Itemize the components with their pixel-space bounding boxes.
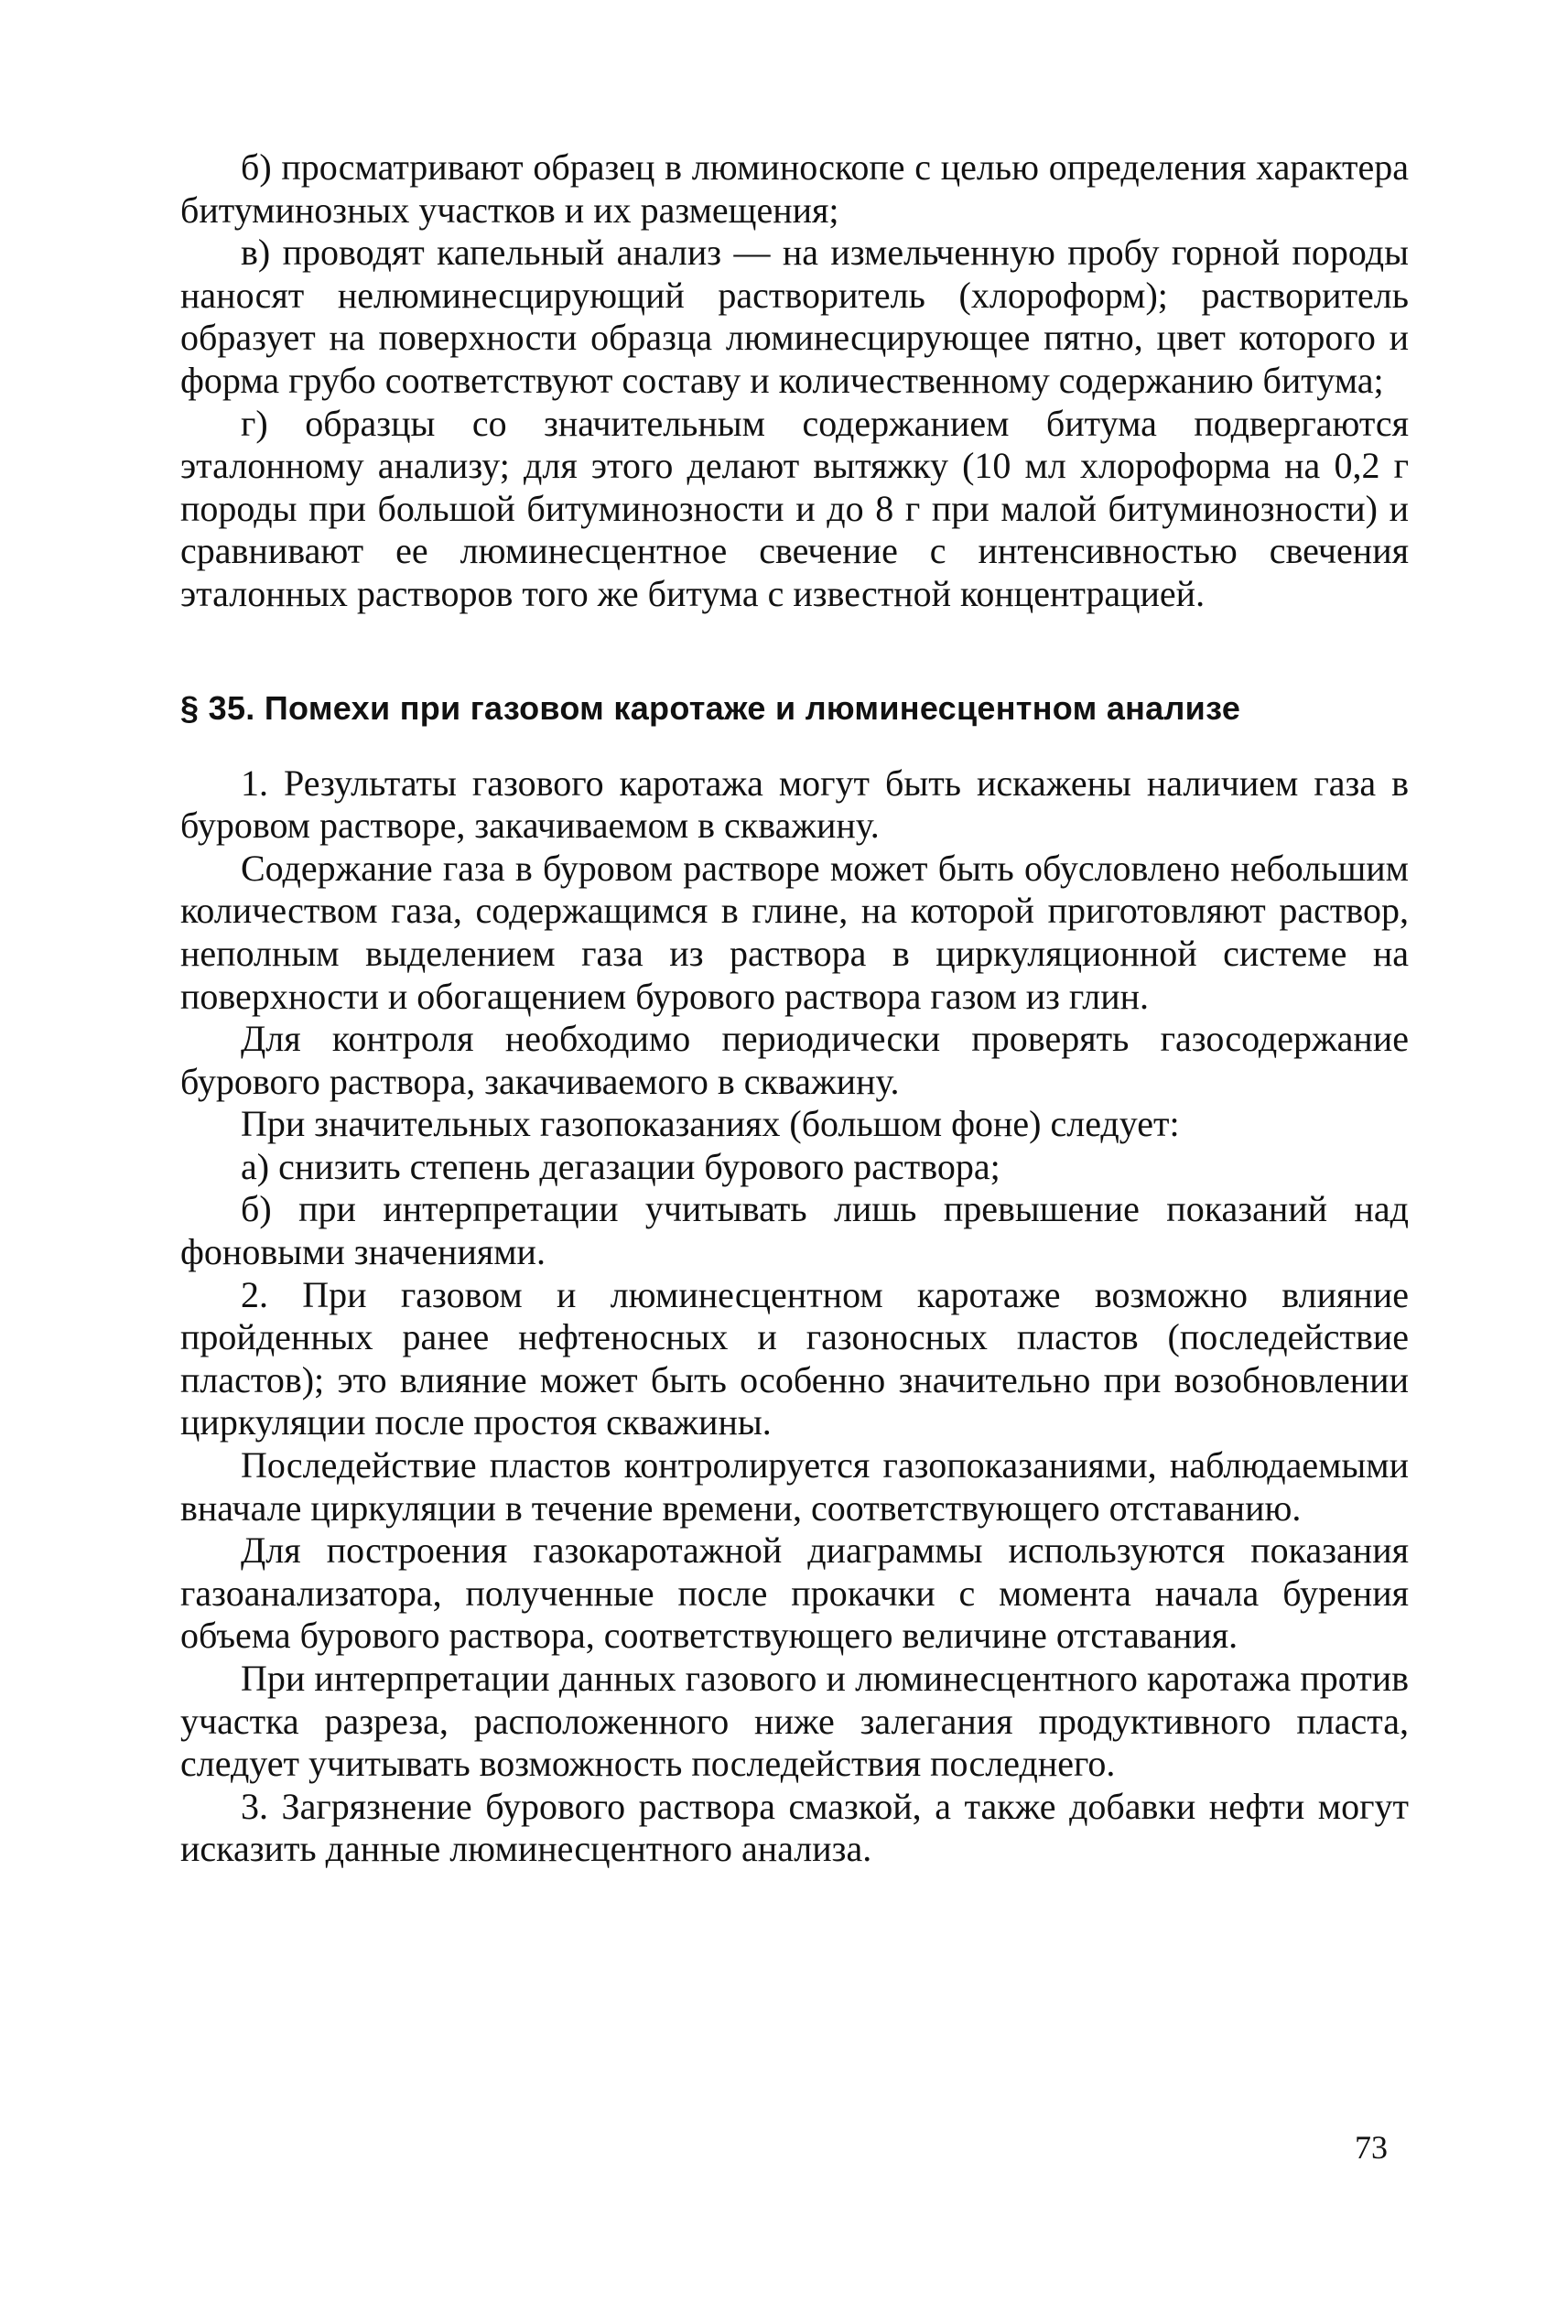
paragraph-point-1: 1. Результаты газового каротажа могут быть искажены наличием газа в буровом растворе, закачиваемом в скважину.: [180, 762, 1409, 847]
paragraph-item-b-interpretation: б) при интерпретации учитывать лишь превышение показаний над фоновыми значениями.: [180, 1188, 1409, 1273]
paragraph-point-3: 3. Загрязнение бурового раствора смазкой, а также добавки нефти могут исказить данные люминесцентного анализа.: [180, 1785, 1409, 1870]
paragraph-point-2: 2. При газовом и люминесцентном каротаже возможно влияние пройденных ранее нефтеносных и газоносных пластов (последействие пластов); это влияние может быть особенно значительно при возобновлении циркуляции после простоя скважины.: [180, 1273, 1409, 1443]
page-body: [180, 146, 1409, 1871]
paragraph-item-b-luminoscope: б) просматривают образец в люминоскопе с целью определения характера битуминозных участков и их размещения;: [180, 146, 1409, 231]
paragraph-diagram: Для построения газокаротажной диаграммы используются показания газоанализатора, полученные после прокачки с момента начала бурения объема бурового раствора, соответствующего величине отставания.: [180, 1530, 1409, 1657]
paragraph-high-background: При значительных газопоказаниях (большом фоне) следует:: [241, 1103, 1180, 1145]
page-number: 73: [1355, 2129, 1388, 2166]
paragraph-control: Для контроля необходимо периодически проверять газосодержание бурового раствора, закачиваемого в скважину.: [180, 1018, 1409, 1102]
section-title: § 35. Помехи при газовом каротаже и люминесцентном анализе: [180, 688, 1241, 727]
paragraph-aftereffect: Последействие пластов контролируется газопоказаниями, наблюдаемыми вначале циркуляции в течение времени, соответствующего отставанию.: [180, 1444, 1409, 1529]
paragraph-item-v-drop-analysis: в) проводят капельный анализ — на измельченную пробу горной породы наносят нелюминесцирующий растворитель (хлороформ); растворитель образует на поверхности образца люминесцирующее пятно, цвет которого и форма грубо соответствуют составу и количественному содержанию битума;: [180, 232, 1409, 401]
paragraph-item-g-reference-analysis: г) образцы со значительным содержанием битума подвергаются эталонному анализу; для этого делают вытяжку (10 мл хлороформа на 0,2 г породы при большой битуминозности и до 8 г при малой битуминозности) и сравнивают ее люминесцентное свечение с интенсивностью свечения эталонных растворов того же битума с известной концентрацией.: [180, 402, 1409, 614]
paragraph-gas-content: Содержание газа в буровом растворе может быть обусловлено небольшим количеством газа, содержащимся в глине, на которой приготовляют раствор, неполным выделением газа из раствора в циркуляционной системе на поверхности и обогащением бурового раствора газом из глин.: [180, 847, 1409, 1017]
paragraph-item-a: а) снизить степень дегазации бурового раствора;: [241, 1145, 1000, 1187]
paragraph-interpretation-below: При интерпретации данных газового и люминесцентного каротажа против участка разреза, расположенного ниже залегания продуктивного пласта, следует учитывать возможность последействия последнего.: [180, 1658, 1409, 1785]
